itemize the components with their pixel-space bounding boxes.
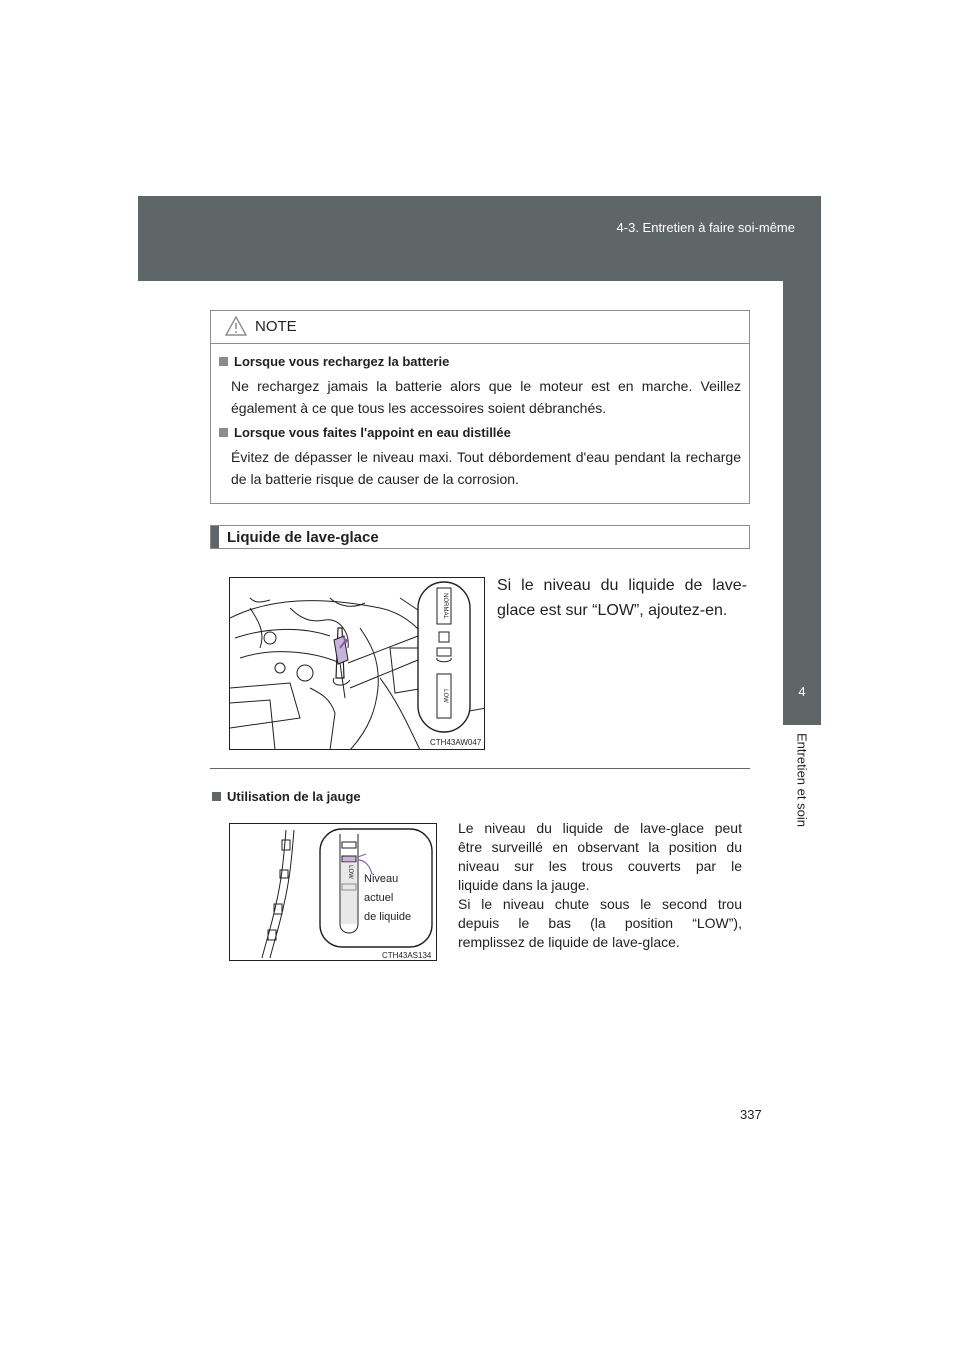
chapter-title: Entretien et soin <box>794 733 810 827</box>
paragraph-line: Si le niveau chute sous le second trou <box>458 896 742 912</box>
header-band <box>138 196 821 281</box>
paragraph-line: remplissez de liquide de lave-glace. <box>458 934 680 950</box>
gauge-paragraph <box>458 819 742 952</box>
callout-line: actuel <box>364 892 394 904</box>
page-number: 337 <box>740 1107 762 1122</box>
gauge-low-label: LOW <box>442 689 448 703</box>
gauge-low-label: LOW <box>347 865 353 879</box>
level-callout <box>364 870 411 927</box>
note-heading <box>219 425 741 440</box>
divider <box>210 768 750 769</box>
paragraph-line: être surveillé en observant la position du <box>458 839 742 855</box>
note-paragraph: Ne rechargez jamais la batterie alors que le moteur est en marche. Veillez également à ce que tous les accessoires soient débranchés. <box>231 378 741 416</box>
note-title: NOTE <box>255 318 297 335</box>
section-title: 4-3. Entretien à faire soi-même <box>616 220 795 235</box>
chapter-number: 4 <box>783 657 821 725</box>
callout-line: Niveau <box>364 873 399 885</box>
square-bullet-icon <box>219 428 228 437</box>
figure-code: CTH43AS134 <box>382 951 432 960</box>
callout-line: de liquide <box>364 911 412 923</box>
subsection-heading <box>212 789 361 804</box>
note-heading-text: Lorsque vous faites l'appoint en eau distillée <box>234 425 511 440</box>
subsection-title: Utilisation de la jauge <box>227 789 361 804</box>
section-accent <box>211 526 219 548</box>
dipstick-figure <box>229 823 437 961</box>
paragraph-line: depuis le bas (la position “LOW”), <box>458 915 742 931</box>
note-paragraph: Évitez de dépasser le niveau maxi. Tout débordement d'eau pendant la recharge de la batterie risque de causer de la corrosion. <box>231 449 741 487</box>
paragraph-line: Le niveau du liquide de lave-glace peut <box>458 820 742 836</box>
figure-code: CTH43AW047 <box>430 738 482 747</box>
section-title-text: Liquide de lave-glace <box>227 528 379 546</box>
gauge-normal-label: NORMAL <box>442 593 448 619</box>
section-heading <box>210 525 750 549</box>
paragraph-line: niveau sur les trous couverts par le <box>458 858 742 874</box>
engine-bay-figure <box>229 577 485 750</box>
note-heading-text: Lorsque vous rechargez la batterie <box>234 354 450 369</box>
square-bullet-icon <box>212 792 221 801</box>
chapter-tab-background <box>783 281 821 657</box>
note-heading <box>219 354 741 369</box>
note-box <box>210 310 750 504</box>
engine-bay-illustration <box>230 578 485 750</box>
note-header <box>211 311 749 344</box>
square-bullet-icon <box>219 357 228 366</box>
intro-text: Si le niveau du liquide de lave-glace est sur “LOW”, ajoutez-en. <box>497 577 747 619</box>
warning-triangle-icon <box>225 316 247 341</box>
note-body <box>211 344 749 490</box>
paragraph-line: liquide dans la jauge. <box>458 877 590 893</box>
